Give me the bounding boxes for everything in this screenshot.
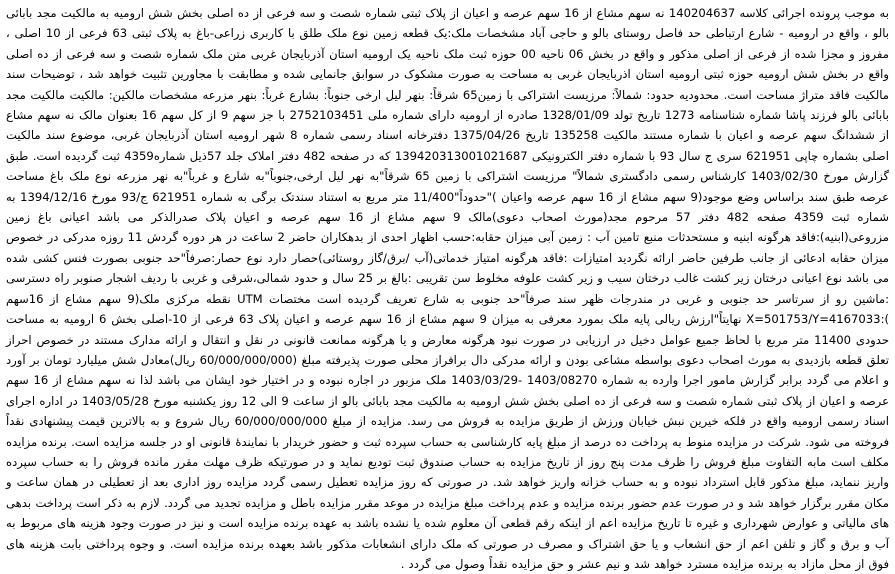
notice-body-text: به موجب پرونده اجرائی کلاسه 140204637 نه سهم مشاع از 16 سهم عرصه و اعیان از پلاک ثبتی شماره شصت و سه فرعی از ده اصلی بخش شش ارومیه به مالکیت مجد بابائی بالو ، واقع در ارومیه - شارع ارتباطی حد فاصل روستای بالو و حاجی آباد مشخصات ملک:یک قطعه زمین نوع ملک طلق با کاربری زراعی-باغ به پلاک ثبتی 63 فرعی از 10 اصلی ، مفروز و مجزا شده از فرعی از اصلی مذکور و واقع در بخش 06 ناحیه 00 حوزه ثبت ملک ناحیه یک ارومیه استان آذربایجان غربی متن ملک شماره شصت و سه فرعی از ده اصلی واقع در بخش شش ارومیه حوزه ثبتی ارومیه استان اذربایجان غربی به مساحت به صورت مشکوک در سوابق جانمایی شده و مطابقت با مجاورین تثبیت خواهد شد ، توضیحات سند مالکیت فاقد متراژ مساحت است. محدودیه حدود: شمالاً: مرزیست اشتراکی با زمین65 شرقاً: بنهر لیل ارخی جنوباً: بشارع غرباً: بنهر مزرعه مشخصات مالکین: مالکیت مالکیت مجد بابائی بالو فرزند پاشا شماره شناسنامه 1273 تاریخ تولد 1328/01/09 صادره از ارومیه دارای شماره ملی 2752103451 با جز سهم 9 از کل سهم 16 بعنوان مالک نه سهم مشاع از ششدانگ سهم عرصه و اعیان با شماره مستند مالکیت 135258 تاریخ 1375/04/26 دفترخانه اسناد رسمی شماره 8 شهر ارومیه استان آذربایجان غربی، موضوع سند مالکیت اصلی بشماره چاپی 621951 سری ج سال 93 با شماره دفتر الکترونیکی 139420313001021687 که در صفحه 482 دفتر املاک جلد 57ذیل شماره4359 ثبت گردیده است. طبق گزارش مورخ 1403/02/30 کارشناس رسمی دادگستری شمالاً" مرزیست اشتراکی با زمین 65 شرقاً"به نهر لیل ارخی،جنوباً"به شارع و غرباً"به نهر مزرعه نوع ملک باغ مساحت عرصه طبق سند براساس وضع موجود(9 سهم مشاع از 16 سهم عرصه واعیان )"حدوداً"11/400 متر مربع به استناد سندتک برگی به شماره 621951 ج/93 مورخ 1394/12/16 به شماره ثبت 4359 صفحه 482 دفتر 57 مرحوم مجد(مورث اصحاب دعوی)مالک 9 سهم مشاع از 16 سهم عرصه و اعیان پلاک صدرالذکر می باشد اعیانی باغ زمین مزروعی(ابنیه):فاقد هرگونه ابنیه و مستحدثات منبع تامین آب : زمین آبی میزان حقابه:حسب اظهار احدی از بدهکاران حاضر 2 ساعت در هر دوره گردش 11 روزه مدرکی در خصوص میزان حقابه ادعائی از جانب طرفین حاضر ارائه نگردید امتیازات :فاقد هرگونه امتیاز خدماتی(آب /برق/گاز روستائی)حصار دارد نوع حصار:صرفاً"حد جنوبی بصورت فنس کشی شده می باشد نوع اعیانی درختان زیر کشت غالب درختان سیب و زیر کشت علوفه مخلوط سن تقریبی :بالغ بر 25 سال و حدود شمالی،شرقی و غربی با ردیف اشجار صنوبر راه دسترسی :ماشین رو از سرتاسر حد جنوبی و غربی در مندرجات ظهر سند صرفاً"حد جنوبی به شارع تعریف گردیده است مختصات UTM نقطه مرکزی ملک(9 سهم مشاع از 16سهم ):X=501753/Y=4167033 نهایتاً"ارزش ریالی پایه ملک بمورد معرفی به میزان 9 سهم مشاع از 16 سهم عرصه و اعیان پلاک 63 فرعی از 10-اصلی بخش 6 ارومیه به مساحت حدودی 11400 متر مربع با لحاظ جمیع عوامل دخیل در ارزیابی در صورت نبود هرگونه معارض و یا هرگونه ممانعت قانونی در نقل و انتقال و ارائه مدارک مستند در خصوص احراز تعلق قطعه بازدیدی به مورث اصحاب دعوی بواسطه مشاعی بودن و ارائه مدرکی دال برافراز محلی صورت پذیرفته مبلغ (60/000/000/000 ریال)معادل شش میلیارد تومان بر آورد و اعلام می گردد برابر گزارش مامور اجرا وارده به شماره 1403/08270 -1403/03/29 ملک مزبور در اجاره نبوده و در اختیار خود ایشان می باشد لذا نه سهم مشاع از 16 سهم عرصه و اعیان از پلاک ثبتی شماره شصت و سه فرعی از ده اصلی بخش شش ارومیه به مالکیت مجد بابائی بالو از ساعت 9 الی 12 روز یکشنبه مورخ 1403/05/28 در اداره اجرای اسناد رسمی ارومیه واقع در فلکه خیرین نبش خیابان ورزش از طریق مزایده به فروش می رسد. مزایده از مبلغ 60/000/000/000 ریال شروع و به بالاترین قیمت پیشنهادی نقداً فروخته می شود. شرکت در مزایده منوط به پرداخت ده درصد از مبلغ پایه کارشناسی به حساب سپرده ثبت و حضور خریدار با نمایندۀ قانونی او در جلسه مزایده است. برنده مزایده مکلف است مابه التفاوت مبلغ فروش را ظرف مدت پنج روز از تاریخ مزایده به حساب صندوق ثبت تودیع نماید و در صورتیکه ظرف مهلت مقرر مانده فروش را به حساب سپرده واریز ننماید، مبلغ مذکور قابل استرداد نبوده و به حساب خزانه واریز خواهد شد. در صورتی که روز مزایده تعطیل رسمی گردد مزایده روز اداری بعد از تعطیلی در همان ساعت و مکان مقرر برگزار خواهد شد و در صورت عدم حضور برنده مزایده و عدم پرداخت مبلغ مزایده در موعد مقرر مزایده باطل و مزایده تجدید می گردد. لازم به ذکر است پرداخت بدهی های مالیاتی و عوارض شهرداری و غیره تا تاریخ مزایده اعم از اینکه رقم قطعی آن معلوم شده یا نشده باشد به عهده برنده مزایده است و نیز در صورت وجود هزینه های مربوط به آب و برق و گاز و تلفن اعم از حق انشعاب و یا حق اشتراک و مصرف در صورتی که ملک دارای انشعابات مذکور باشد بعهده برنده مزایده است. و وجوه پرداختی بابت هزینه های فوق از محل مازاد به برنده مزایده مسترد خواهد شد و نیم عشر و حق مزایده نقداً وصول می گردد . xyxy=(6,6,890,571)
